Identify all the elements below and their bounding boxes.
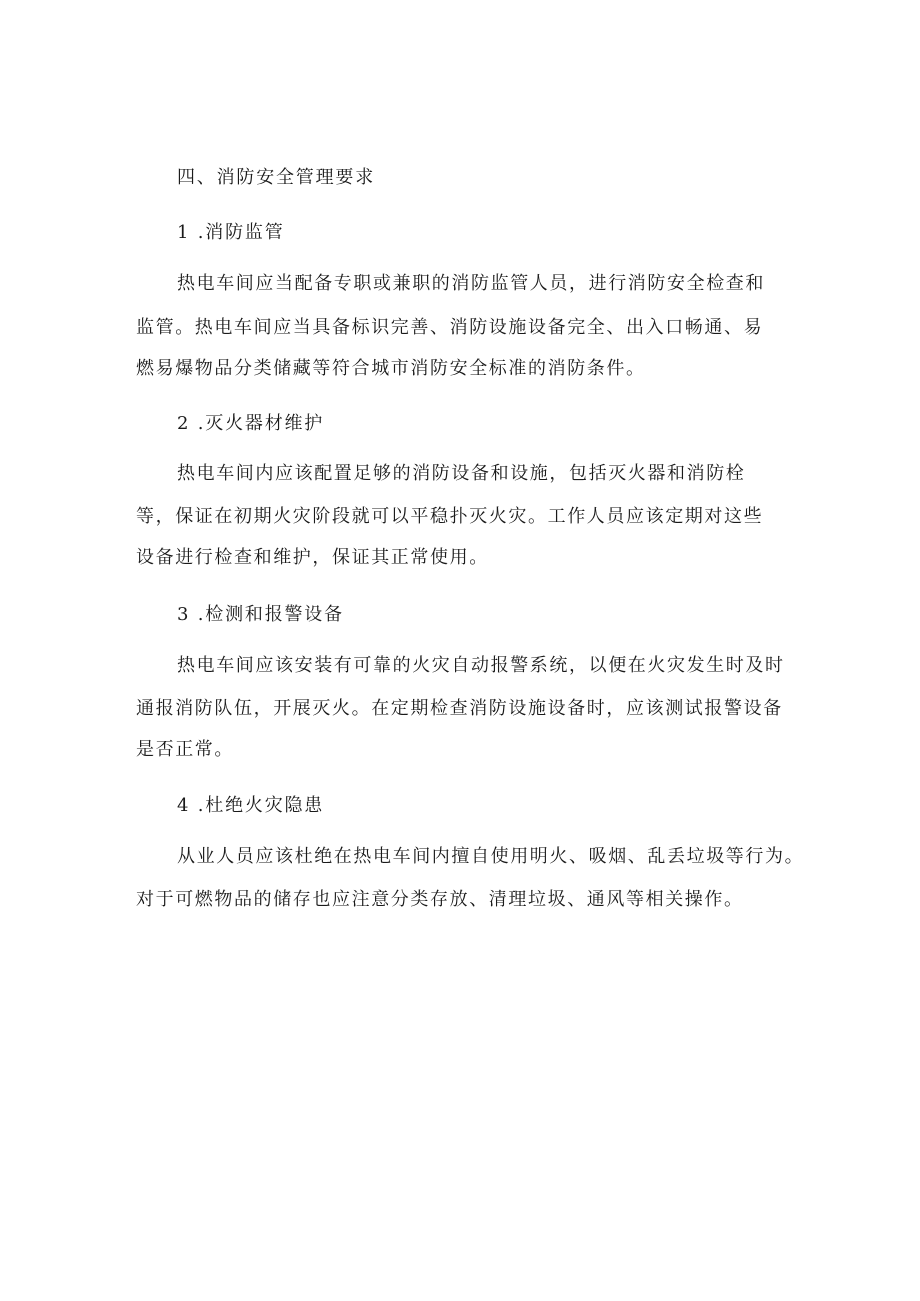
paragraph-line: 等，保证在初期火灾阶段就可以平稳扑灭火灾。工作人员应该定期对这些 [136,506,764,527]
subsection-heading-4: 4 .杜绝火灾隐患 [177,795,325,816]
subsection-heading-1: 1 .消防监管 [177,222,285,243]
paragraph-line: 热电车间应该安装有可靠的火灾自动报警系统，以便在火灾发生时及时 [177,655,785,676]
paragraph-line: 对于可燃物品的储存也应注意分类存放、清理垃圾、通风等相关操作。 [136,889,744,910]
paragraph-line: 是否正常。 [136,739,234,760]
paragraph-line: 热电车间内应该配置足够的消防设备和设施，包括灭火器和消防栓 [177,463,746,484]
subsection-heading-2: 2 .灭火器材维护 [177,413,325,434]
paragraph-line: 设备进行检查和维护，保证其正常使用。 [136,547,489,568]
paragraph-line: 通报消防队伍，开展灭火。在定期检查消防设施设备时，应该测试报警设备 [136,698,783,719]
subsection-heading-3: 3 .检测和报警设备 [177,604,344,625]
paragraph-line: 燃易爆物品分类储藏等符合城市消防安全标准的消防条件。 [136,358,646,379]
paragraph-line: 热电车间应当配备专职或兼职的消防监管人员，进行消防安全检查和 [177,273,765,294]
section-title: 四、消防安全管理要求 [177,167,375,188]
paragraph-line: 监管。热电车间应当具备标识完善、消防设施设备完全、出入口畅通、易 [136,317,764,338]
paragraph-line: 从业人员应该杜绝在热电车间内擅自使用明火、吸烟、乱丢垃圾等行为。 [177,846,805,867]
